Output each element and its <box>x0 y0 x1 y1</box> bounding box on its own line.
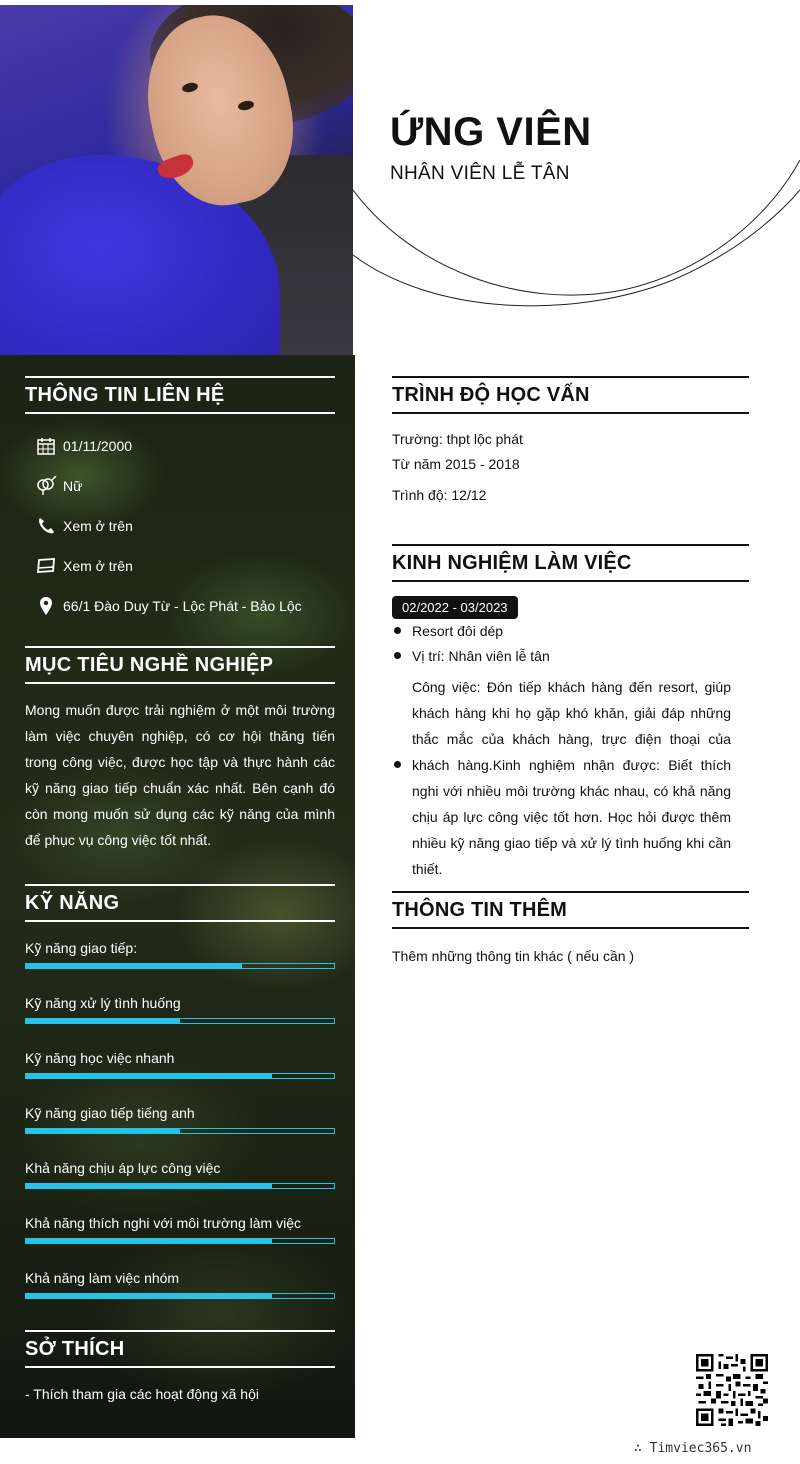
skill-bar <box>25 1128 335 1134</box>
experience-date: 02/2022 - 03/2023 <box>392 596 518 619</box>
candidate-role: NHÂN VIÊN LỄ TÂN <box>390 163 570 184</box>
experience-company: Resort đôi dép <box>412 623 504 639</box>
skill-bar <box>25 1183 335 1189</box>
education-level: Trình độ: 12/12 <box>392 487 487 503</box>
contact-address <box>35 595 302 617</box>
gender-value: Nữ <box>63 478 83 494</box>
objective-section-title: MỤC TIÊU NGHỀ NGHIỆP <box>25 646 335 684</box>
contact-section-title: THÔNG TIN LIÊN HỆ <box>25 376 335 414</box>
skill-label: Kỹ năng học việc nhanh <box>25 1050 175 1066</box>
additional-section-title: THÔNG TIN THÊM <box>392 891 749 929</box>
contact-email <box>35 555 133 577</box>
skill-label: Kỹ năng xử lý tình huống <box>25 995 181 1011</box>
skill-bar-fill <box>26 964 242 968</box>
gender-icon <box>35 476 57 496</box>
experience-description: Công việc: Đón tiếp khách hàng đến resort, giúp khách hàng khi họ gặp khó khăn, giải đáp những thắc mắc của khách hàng, trực điện thoại của khách hàng.Kinh nghiệm nhận được: Biết thích nghi với nhiều môi trường khác nhau, có khả năng chịu áp lực công việc tốt hơn. Học hỏi được thêm nhiều kỹ năng giao tiếp và xử lý tình huống khi cần thiết. <box>412 679 731 877</box>
education-years: Từ năm 2015 - 2018 <box>392 456 520 472</box>
skill-bar-fill <box>26 1184 272 1188</box>
skill-bar-fill <box>26 1129 180 1133</box>
skill-bar-fill <box>26 1294 272 1298</box>
experience-position: Vị trí: Nhân viên lễ tân <box>412 648 550 664</box>
email-icon <box>35 556 57 576</box>
hobbies-section-title: SỞ THÍCH <box>25 1330 335 1368</box>
hobby-text: - Thích tham gia các hoạt động xã hội <box>25 1386 259 1402</box>
skill-bar <box>25 1073 335 1079</box>
location-icon <box>35 596 57 616</box>
experience-section-title: KINH NGHIỆM LÀM VIỆC <box>392 544 749 582</box>
email-value: Xem ở trên <box>63 558 133 574</box>
skill-bar-fill <box>26 1019 180 1023</box>
skill-label: Kỹ năng giao tiếp tiếng anh <box>25 1105 195 1121</box>
skill-label: Khả năng thích nghi với môi trường làm việc <box>25 1215 301 1231</box>
address-value: 66/1 Đào Duy Từ - Lộc Phát - Bảo Lộc <box>63 598 302 614</box>
phone-value: Xem ở trên <box>63 518 133 534</box>
birthday-value: 01/11/2000 <box>63 438 133 454</box>
bullet <box>394 761 401 768</box>
skill-bar <box>25 1238 335 1244</box>
skill-bar-fill <box>26 1239 272 1243</box>
profile-photo <box>0 5 353 355</box>
skill-bar <box>25 1293 335 1299</box>
qr-code-icon <box>696 1354 768 1426</box>
skill-label: Kỹ năng giao tiếp: <box>25 940 138 956</box>
skill-label: Khả năng làm việc nhóm <box>25 1270 180 1286</box>
decorative-curves <box>353 100 800 330</box>
skill-bar <box>25 1018 335 1024</box>
skill-bar-fill <box>26 1074 272 1078</box>
contact-gender <box>35 475 82 497</box>
phone-icon <box>35 516 57 536</box>
bullet <box>394 627 401 634</box>
sidebar <box>0 355 355 1438</box>
objective-text: Mong muốn được trải nghiệm ở một môi trường làm việc chuyên nghiệp, có cơ hội thăng tiến trong công việc, được học tập và thực hành các kỹ năng giao tiếp chuẩn xác nhất. Bên cạnh đó còn mong muốn sử dụng các kỹ năng của mình để phục vụ công việc tốt nhất. <box>25 702 335 848</box>
education-section-title: TRÌNH ĐỘ HỌC VẤN <box>392 376 749 414</box>
additional-text: Thêm những thông tin khác ( nếu cần ) <box>392 948 635 964</box>
candidate-name: ỨNG VIÊN <box>390 110 592 154</box>
contact-phone <box>35 515 133 537</box>
skill-bar <box>25 963 335 969</box>
skill-label: Khả năng chịu áp lực công việc <box>25 1160 221 1176</box>
bullet <box>394 652 401 659</box>
contact-birthday <box>35 435 132 457</box>
skills-section-title: KỸ NĂNG <box>25 884 335 922</box>
calendar-icon <box>35 436 57 456</box>
education-school: Trường: thpt lộc phát <box>392 431 523 447</box>
footer-brand: ∴ Timviec365.vn <box>634 1441 752 1456</box>
